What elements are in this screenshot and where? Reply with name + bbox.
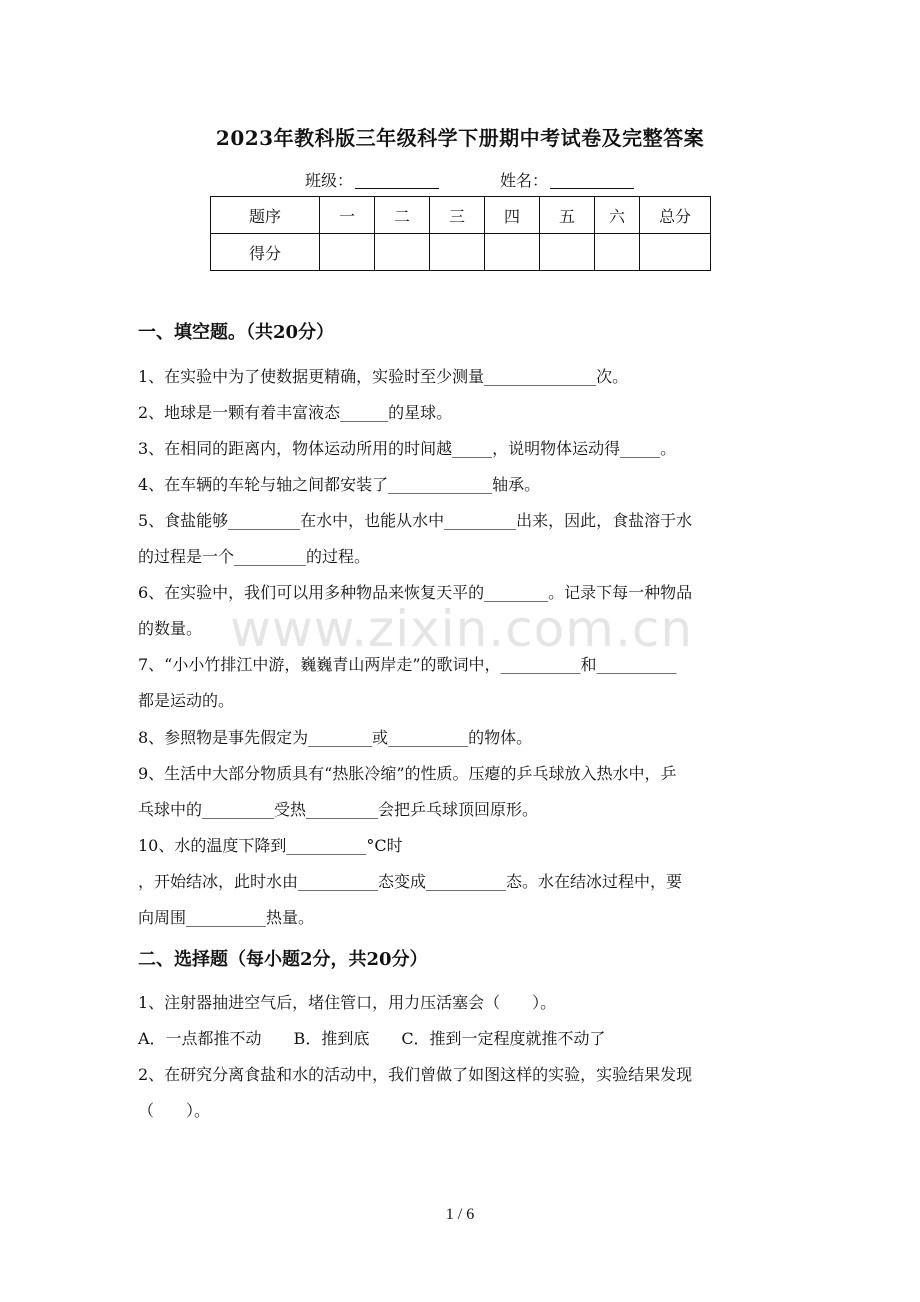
question-line: 的数量。 (138, 619, 203, 638)
section-heading: 二、选择题（每小题2分，共20分） (138, 949, 428, 970)
page-title: 2023年教科版三年级科学下册期中考试卷及完整答案 (215, 126, 705, 150)
question-line: （ ）。 (138, 1101, 211, 1120)
score-cell[interactable] (320, 234, 375, 271)
question-line: ，开始结冰，此时水由__________态变成__________态。水在结冰过程中，要 (138, 872, 683, 891)
question-line: 9、生活中大部分物质具有“热胀冷缩”的性质。压瘪的乒乓球放入热水中，乒 (138, 764, 677, 783)
score-header-cell: 二 (375, 197, 430, 234)
class-blank (355, 172, 439, 189)
score-cell[interactable] (640, 234, 711, 271)
score-row-label: 得分 (211, 234, 320, 271)
score-header-cell: 总分 (640, 197, 711, 234)
question-line: 1、在实验中为了使数据更精确，实验时至少测量______________次。 (138, 367, 629, 386)
score-header-cell: 六 (595, 197, 640, 234)
class-label: 班级： (305, 171, 354, 190)
name-label: 姓名： (500, 171, 549, 190)
question-line: 8、参照物是事先假定为________或__________的物体。 (138, 728, 533, 747)
class-field (305, 168, 439, 191)
score-header-cell: 三 (430, 197, 485, 234)
score-header-cell: 一 (320, 197, 375, 234)
name-field (500, 168, 634, 191)
score-cell[interactable] (485, 234, 540, 271)
question-line: 10、水的温度下降到__________°C时 (138, 836, 403, 855)
question-line: 3、在相同的距离内，物体运动所用的时间越_____，说明物体运动得_____。 (138, 439, 677, 458)
question-line: 2、地球是一颗有着丰富液态______的星球。 (138, 403, 453, 422)
question-line: 向周围__________热量。 (138, 908, 315, 927)
question-line: 2、在研究分离食盐和水的活动中，我们曾做了如图这样的实验，实验结果发现 (138, 1065, 693, 1084)
score-header-cell: 四 (485, 197, 540, 234)
score-cell[interactable] (540, 234, 595, 271)
page-number: 1 / 6 (445, 1206, 475, 1223)
score-cell[interactable] (430, 234, 485, 271)
watermark: www.zixin.com.cn (230, 600, 694, 658)
score-cell[interactable] (375, 234, 430, 271)
score-header-cell: 题序 (211, 197, 320, 234)
question-line: 的过程是一个_________的过程。 (138, 547, 371, 566)
name-blank (550, 172, 634, 189)
score-table-score-row (211, 234, 711, 271)
score-table-header-row (211, 197, 711, 234)
question-line: 6、在实验中，我们可以用多种物品来恢复天平的________。记录下每一种物品 (138, 583, 693, 602)
score-cell[interactable] (595, 234, 640, 271)
question-line: 乓球中的_________受热_________会把乒乓球顶回原形。 (138, 800, 539, 819)
question-line: 1、注射器抽进空气后，堵住管口，用力压活塞会（ ）。 (138, 993, 557, 1012)
score-header-cell: 五 (540, 197, 595, 234)
option-line: A．一点都推不动 B．推到底 C．推到一定程度就推不动了 (138, 1029, 606, 1048)
question-line: 4、在车辆的车轮与轴之间都安装了_____________轴承。 (138, 475, 541, 494)
question-line: 5、食盐能够_________在水中，也能从水中_________出来，因此，食盐溶于水 (138, 511, 693, 530)
question-line: 都是运动的。 (138, 691, 235, 710)
score-table (210, 196, 711, 271)
section-heading: 一、填空题。（共20分） (138, 322, 335, 343)
question-line: 7、“小小竹排江中游，巍巍青山两岸走”的歌词中，__________和__________ (138, 655, 677, 674)
